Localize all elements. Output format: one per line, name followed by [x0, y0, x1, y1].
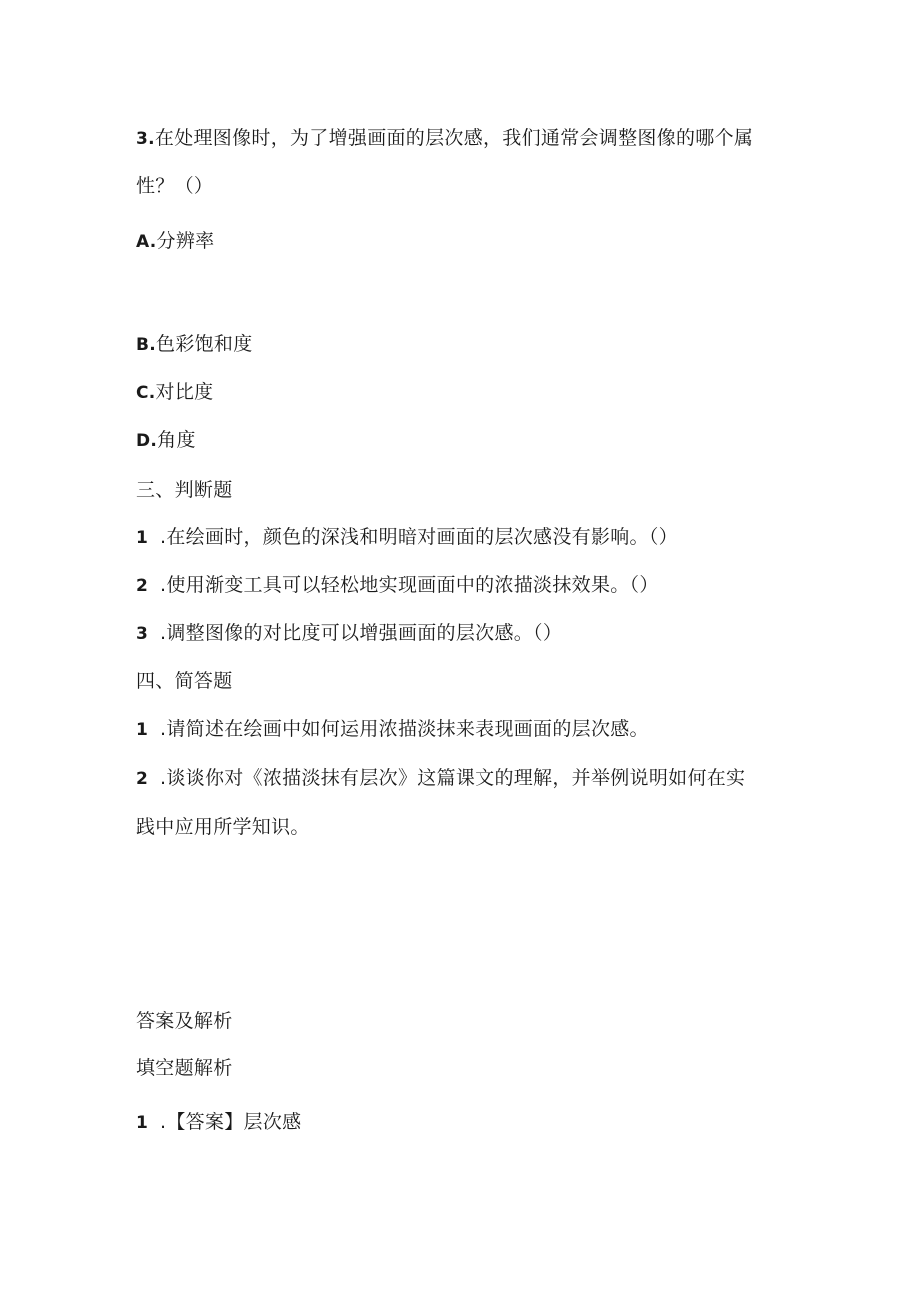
item-text: .使用渐变工具可以轻松地实现画面中的浓描淡抹效果。（）: [160, 574, 659, 596]
item-number: 1: [136, 720, 149, 740]
question-text: 在处理图像时，为了增强画面的层次感，我们通常会调整图像的哪个属: [154, 127, 754, 149]
question-3-line-1: [136, 126, 753, 151]
item-text: .调整图像的对比度可以增强画面的层次感。（）: [160, 622, 563, 644]
item-text: .谈谈你对《浓描淡抹有层次》这篇课文的理解，并举例说明如何在实: [160, 767, 746, 789]
answer-item-1: [136, 1110, 301, 1135]
item-text: .请简述在绘画中如何运用浓描淡抹来表现画面的层次感。: [160, 718, 649, 740]
item-number: 1: [136, 1113, 149, 1133]
section-heading-judge: 三、判断题: [136, 479, 233, 501]
question-number: 3.: [136, 129, 155, 149]
judge-item-3: [136, 621, 562, 646]
answers-heading: 答案及解析: [136, 1010, 233, 1032]
option-text: 色彩饱和度: [156, 333, 253, 355]
judge-item-2: [136, 573, 659, 598]
option-letter: D.: [136, 431, 158, 451]
item-number: 1: [136, 528, 149, 548]
short-item-2: [136, 766, 745, 791]
option-d: [136, 428, 196, 453]
question-3-line-2: [136, 174, 213, 198]
item-number: 2: [136, 769, 149, 789]
item-number: 2: [136, 576, 149, 596]
judge-item-1: [136, 525, 678, 550]
item-text: .【答案】层次感: [160, 1111, 302, 1133]
option-text: 对比度: [155, 381, 214, 403]
item-text-cont: 践中应用所学知识。: [136, 816, 310, 838]
short-item-1: [136, 717, 649, 742]
item-number: 3: [136, 624, 149, 644]
option-text: 分辨率: [156, 230, 215, 252]
option-text: 角度: [157, 429, 196, 451]
option-b: [136, 332, 253, 357]
item-text: .在绘画时，颜色的深浅和明暗对画面的层次感没有影响。（）: [160, 526, 678, 548]
option-c: [136, 380, 213, 405]
option-letter: A.: [136, 232, 157, 252]
section-heading-short: 四、简答题: [136, 670, 233, 692]
short-item-2-cont: [136, 815, 310, 839]
option-letter: B.: [136, 335, 157, 355]
option-a: [136, 229, 214, 254]
question-text-cont: 性？（）: [136, 175, 214, 197]
option-letter: C.: [136, 383, 156, 403]
answers-subheading: 填空题解析: [136, 1057, 233, 1079]
